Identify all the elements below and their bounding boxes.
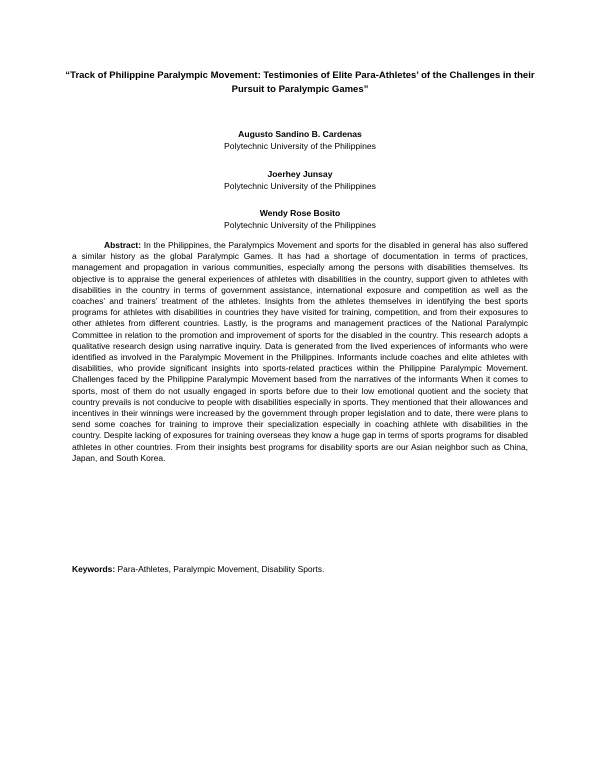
author-block [100,129,500,152]
author-affiliation: Polytechnic University of the Philippines [224,180,376,191]
author-name: Wendy Rose Bosito [259,208,341,218]
author-name: Joerhey Junsay [267,169,333,179]
keywords-paragraph [72,564,528,575]
author-affiliation: Polytechnic University of the Philippines [224,140,376,151]
abstract-label: Abstract: [104,240,142,250]
paper-title: “Track of Philippine Paralympic Movement: Testimonies of Elite Para-Athletes’ of the Challenges in their Pursuit to Paralympic Games” [65,70,535,95]
keywords-text: Para-Athletes, Paralympic Movement, Disability Sports. [117,564,325,574]
author-affiliation: Polytechnic University of the Philippines [224,219,376,230]
abstract-paragraph [72,240,528,464]
author-block [100,208,500,231]
keywords-label: Keywords: [72,564,116,574]
author-block [100,169,500,192]
abstract-text: In the Philippines, the Paralympics Movement and sports for the disabled in general has also suffered a similar history as the global Paralympic Games. It has had a shortage of documentation in terms of practices, management and propagation in various communities, especially among the persons with disabilities themselves. Its objective is to appraise the general experiences of athletes with disabilities in the country, support given to athletes with disabilities in the country in terms of government assistance, international exposure and competition as well as the coaches’ and trainers’ treatment of the athletes. Insights from the athletes themselves in identifying the best sports programs for athletes with disabilities in countries they have visited for training, competition, and from their exposures to other athletes from different countries. Lastly, is the programs and management practices of the National Paralympic Committee in relation to the promotion and improvement of sports for the disabled in the country. This research adopts a qualitative research design using narrative inquiry. Data is generated from the lived experiences of informants who were identified as involved in the Paralympic Movement in the Philippines. Informants include coaches and elite athletes with disabilities, who provide significant insights into sports-related practices within the Philippine Paralympic Movement. Challenges faced by the Philippine Paralympic Movement based from the narratives of the informants When it comes to sports, most of them do not usually engaged in sports before due to their low emotional quotient and the society that country prevails is not conducive to people with disabilities especially in sports. They mentioned that their allowances and incentives in their winnings were increased by the government through proper legislation and to date, there were plans to send some coaches for training to improve their specialization especially in coaching athlete with disabilities in the country. Despite lacking of exposures for training overseas they know a huge gap in terms of sports programs for disabled athletes in other countries. From their insights best programs for disability sports are our Asian neighbor such as China, Japan, and South Korea. [72,240,528,463]
author-name: Augusto Sandino B. Cardenas [238,129,362,139]
